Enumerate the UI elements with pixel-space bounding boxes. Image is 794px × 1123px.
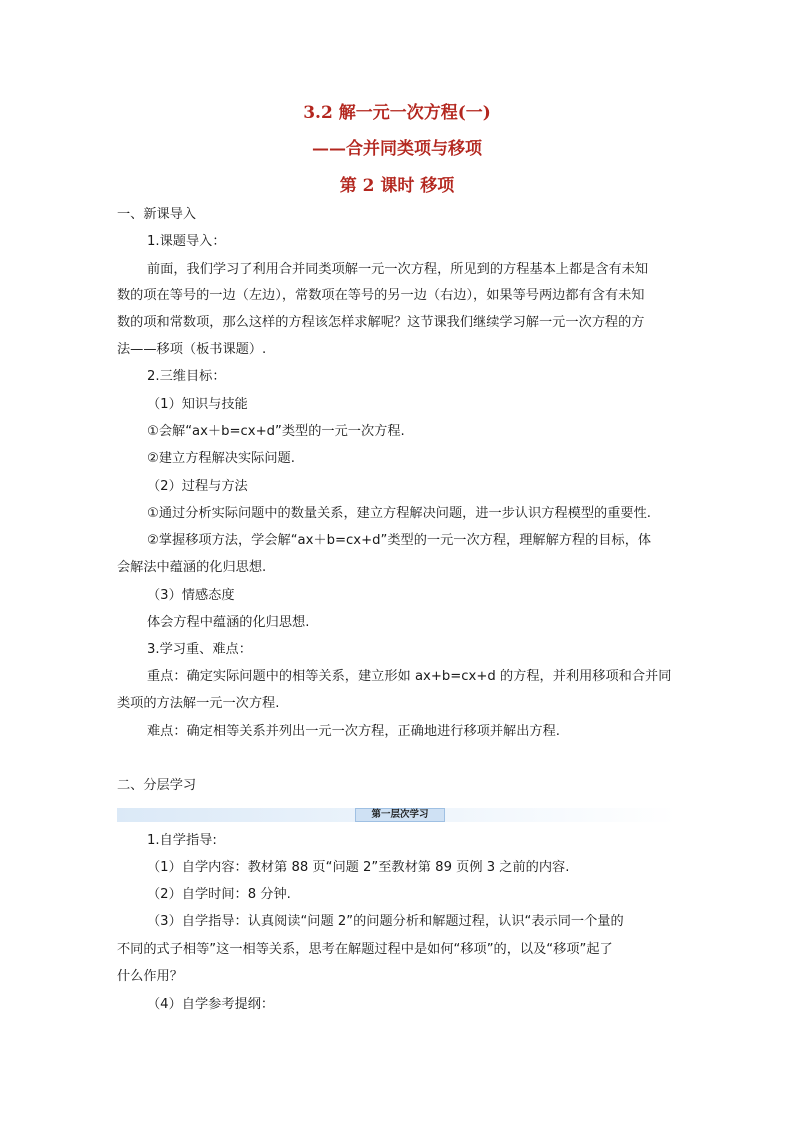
list-item: （3）自学指导：认真阅读“问题 2”的问题分析和解题过程，认识“表示同一个量的 (147, 914, 624, 929)
section-heading-layered-learning: 二、分层学习 (117, 778, 197, 793)
paragraph-line: 难点：确定相等关系并列出一元一次方程，正确地进行移项并解出方程. (147, 724, 561, 739)
sub-heading-key-points: 3.学习重、难点： (147, 642, 252, 657)
paragraph-line: 数的项在等号的一边（左边），常数项在等号的另一边（右边），如果等号两边都有含有未知 (117, 288, 645, 303)
paragraph-line: 什么作用？ (117, 969, 183, 984)
sub-heading-topic-intro: 1.课题导入： (147, 234, 226, 249)
list-item: ①会解“ax＋b=cx+d”类型的一元一次方程. (147, 424, 405, 439)
paragraph-line: 数的项和常数项，那么这样的方程该怎样求解呢？这节课我们继续学习解一元一次方程的方 (117, 315, 645, 330)
paragraph-line: 会解法中蕴涵的化归思想. (117, 560, 267, 575)
page-subtitle: ——合并同类项与移项 (312, 139, 482, 159)
list-item: （1）知识与技能 (147, 397, 248, 412)
paragraph-line: 类项的方法解一元一次方程. (117, 696, 280, 711)
paragraph-line: 前面，我们学习了利用合并同类项解一元一次方程，所见到的方程基本上都是含有未知 (147, 262, 649, 277)
list-item: ②建立方程解决实际问题. (147, 451, 295, 466)
sub-heading-self-study: 1.自学指导: (147, 833, 217, 848)
list-item: （2）自学时间：8 分钟. (147, 887, 291, 902)
page-title: 3.2 解一元一次方程(一) (303, 103, 491, 123)
list-item: ②掌握移项方法，学会解“ax＋b=cx+d”类型的一元一次方程，理解解方程的目标，体 (147, 533, 652, 548)
list-item: （3）情感态度 (147, 588, 235, 603)
section-heading-intro: 一、新课导入 (117, 207, 197, 222)
sub-heading-objectives: 2.三维目标： (147, 369, 226, 384)
list-item: ①通过分析实际问题中的数量关系，建立方程解决问题，进一步认识方程模型的重要性. (147, 506, 651, 521)
list-item: 体会方程中蕴涵的化归思想. (147, 615, 310, 630)
list-item: （4）自学参考提纲： (147, 997, 275, 1012)
list-item: （1）自学内容：教材第 88 页“问题 2”至教材第 89 页例 3 之前的内容. (147, 860, 570, 875)
paragraph-line: 重点：确定实际问题中的相等关系，建立形如 ax+b=cx+d 的方程，并利用移项和合并同 (147, 669, 672, 684)
paragraph-line: 不同的式子相等”这一相等关系，思考在解题过程中是如何“移项”的，以及“移项”起了 (117, 942, 613, 957)
list-item: （2）过程与方法 (147, 479, 248, 494)
section-band-label: 第一层次学习 (355, 808, 445, 822)
paragraph-line: 法——移项（板书课题）. (117, 342, 267, 357)
lesson-title: 第 2 课时 移项 (339, 176, 455, 196)
